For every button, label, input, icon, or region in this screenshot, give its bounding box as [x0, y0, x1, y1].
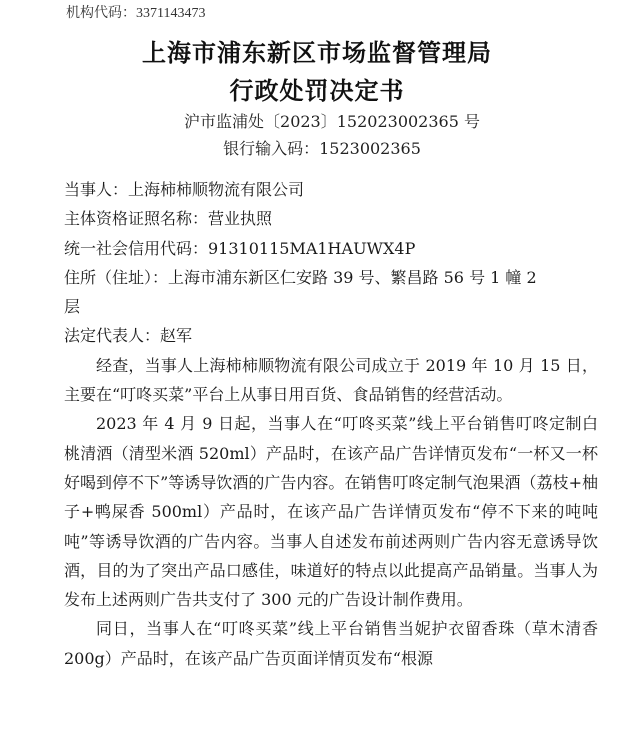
body-paragraphs: [64, 351, 598, 673]
paragraph-investigation: 经查，当事人上海柿柿顺物流有限公司成立于 2019 年 10 月 15 日，主要在“叮咚买菜”平台上从事日用百货、食品销售的经营活动。: [64, 355, 598, 405]
document-number: 沪市监浦处〔2023〕152023002365 号: [184, 112, 480, 131]
address-line-continued: 层: [64, 297, 81, 317]
org-code: 机构代码：3371143473: [66, 6, 206, 21]
license-type: 主体资格证照名称：营业执照: [64, 209, 273, 229]
address-line: 住所（住址）：上海市浦东新区仁安路 39 号、繁昌路 56 号 1 幢 2: [64, 267, 537, 287]
credit-code: 统一社会信用代码：91310115MA1HAUWX4P: [64, 238, 416, 258]
paragraph-ad-violation: 2023 年 4 月 9 日起，当事人在“叮咚买菜”线上平台销售叮咚定制白桃清酒（清型米酒 520ml）产品时，在该产品广告详情页发布“一杯又一杯 好喝到停不下”等诱导饮酒的广告内容。在销售叮咚定制气泡果酒（荔枝+柚子+鸭屎香 500ml）产品时，在该产品广告详情页发布“停不下来的吨吨吨”等诱导饮酒的广告内容。当事人自述发布前述两则广告内容无意诱导饮酒，目的为了突出产品口感佳，味道好的特点以此提高产品销量。当事人为发布上述两则广告共支付了 300 元的广告设计制作费用。: [64, 414, 598, 610]
paragraph-same-day: 同日，当事人在“叮咚买菜”线上平台销售当妮护衣留香珠（草木清香 200g）产品时，在该产品广告页面详情页发布“根源: [64, 619, 598, 668]
party-name: 当事人：上海柿柿顺物流有限公司: [64, 180, 305, 199]
document-title-agency: 上海市浦东新区市场监督管理局: [142, 39, 492, 67]
bank-input-code: 银行输入码：1523002365: [223, 139, 421, 158]
legal-representative: 法定代表人：赵军: [64, 326, 193, 346]
document-title-type: 行政处罚决定书: [229, 77, 405, 105]
document-content: [64, 175, 598, 673]
